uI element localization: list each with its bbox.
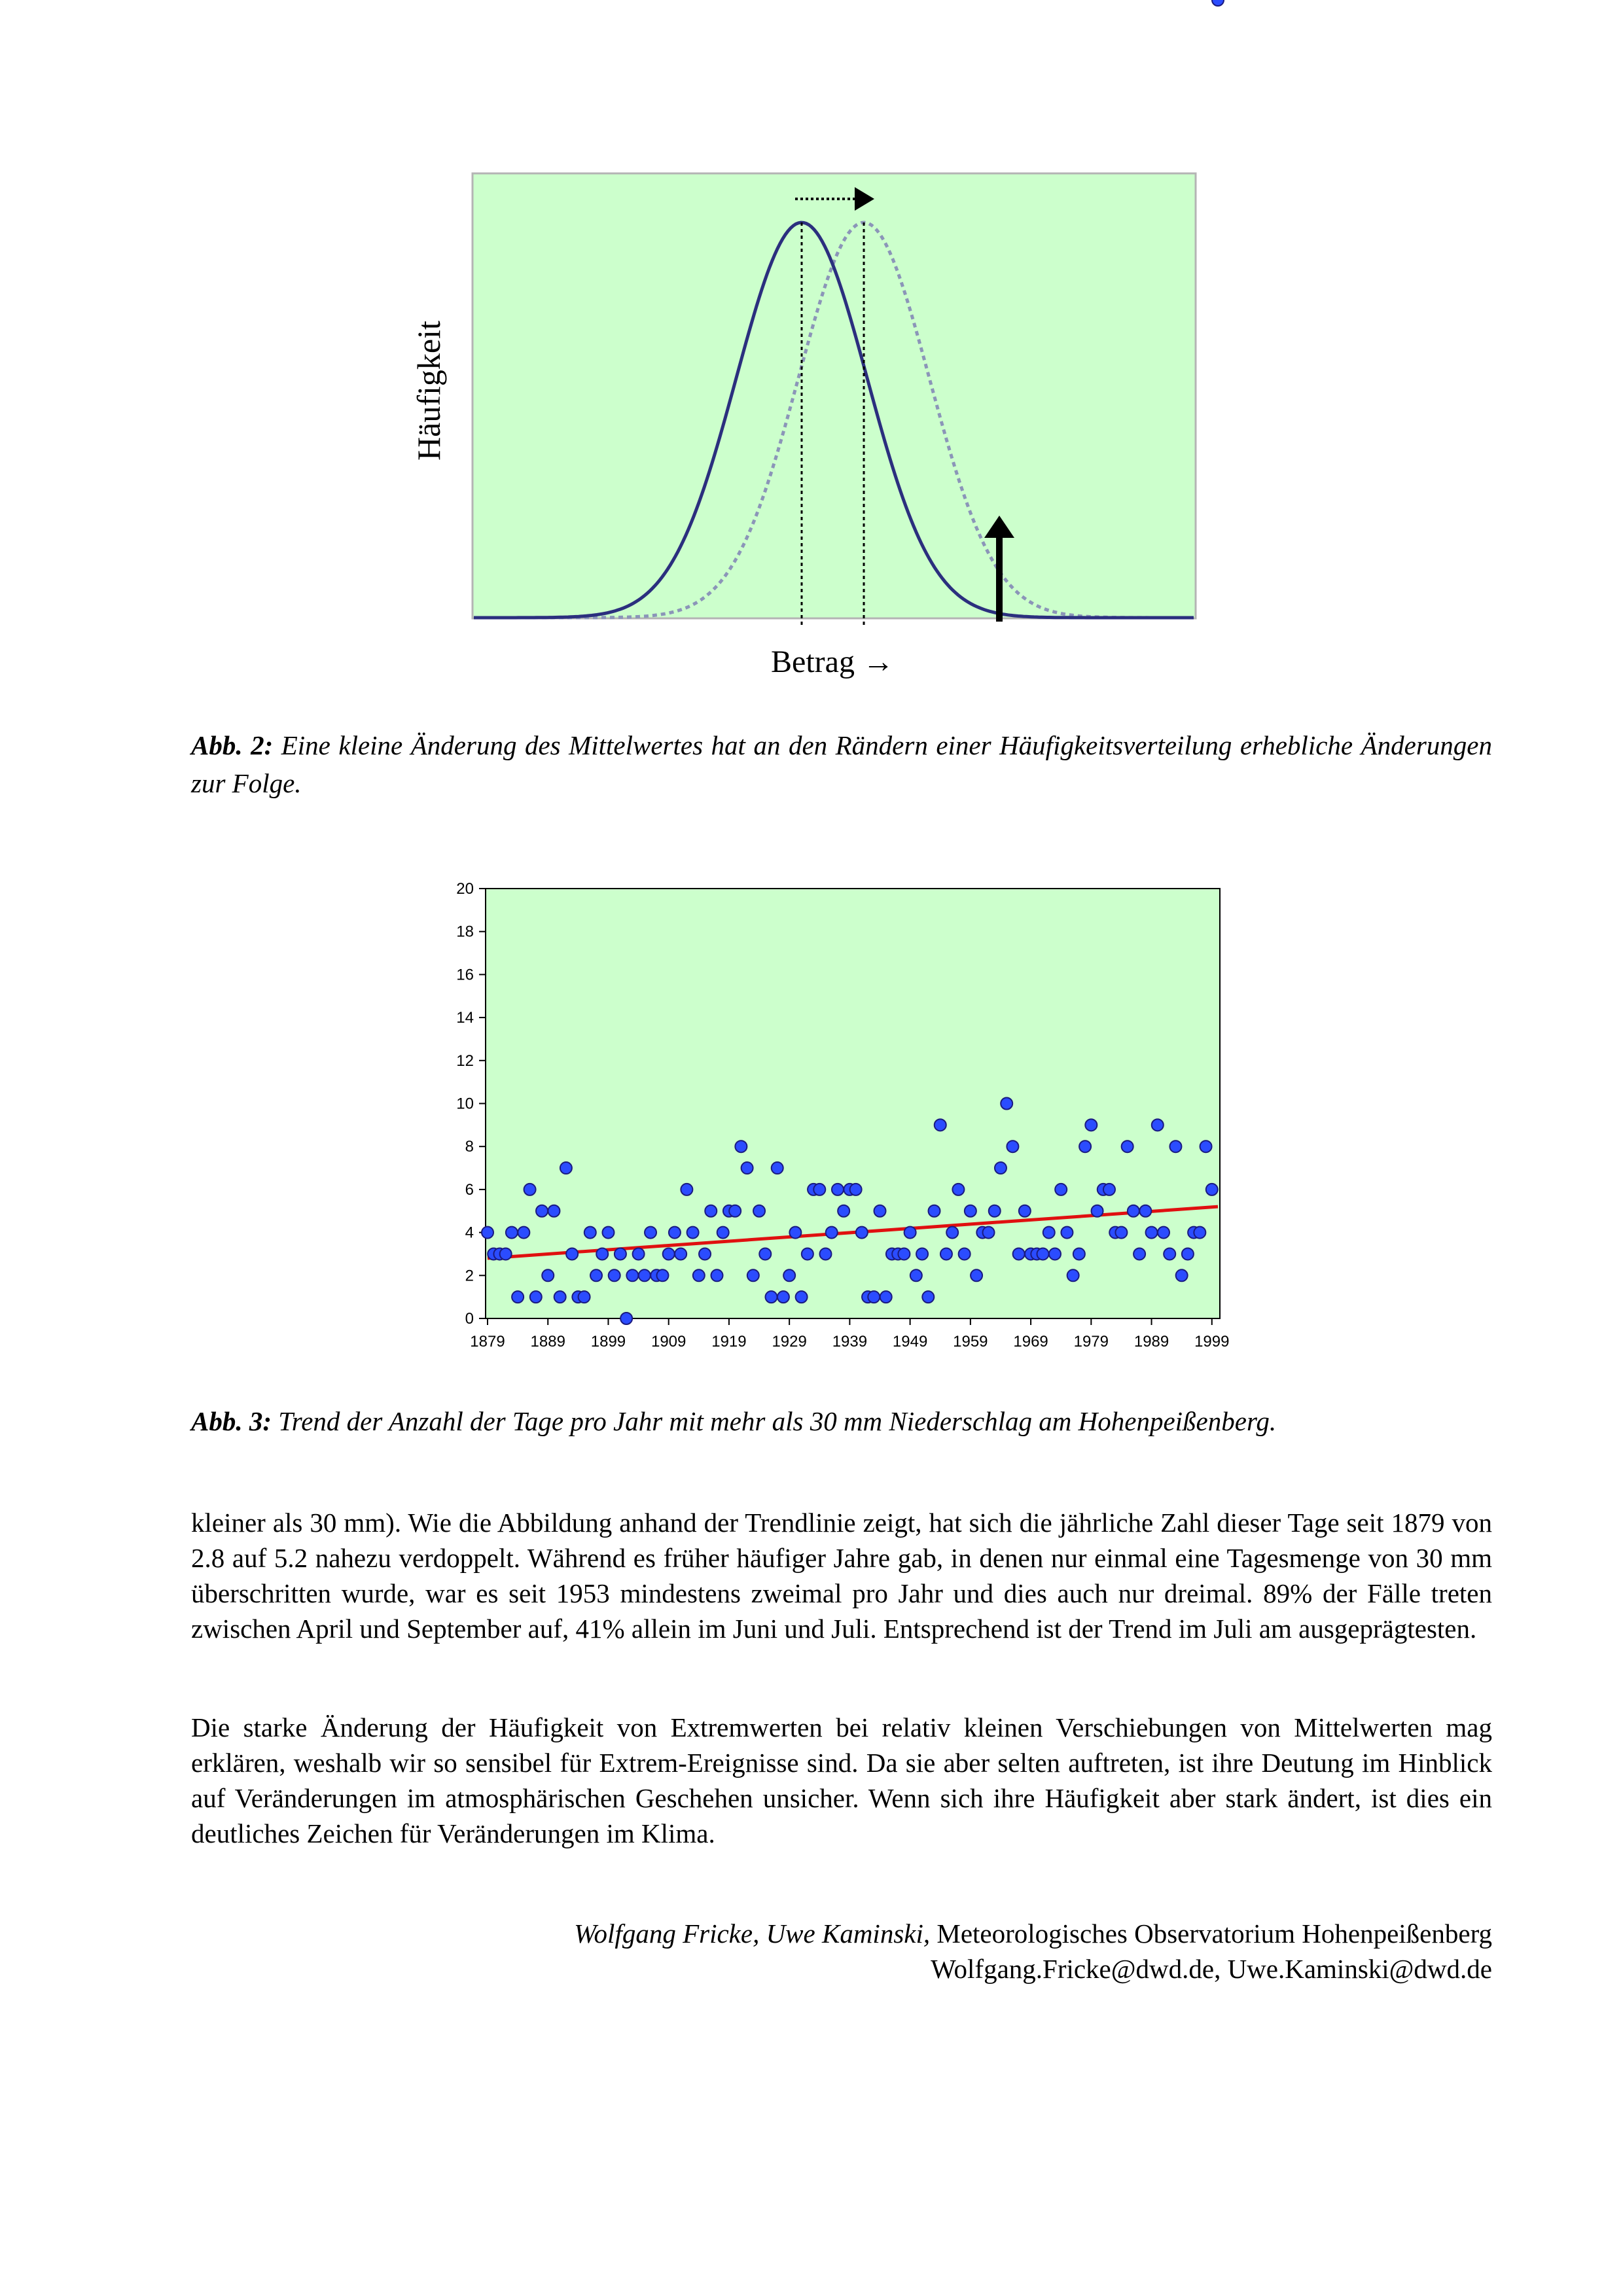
data-point: [1139, 1205, 1151, 1217]
data-point: [1200, 1140, 1212, 1152]
figure-3-y-ticks: [456, 880, 486, 1328]
data-point: [1128, 1205, 1139, 1217]
data-point: [1152, 1119, 1164, 1131]
data-point: [506, 1227, 518, 1239]
data-point: [615, 1248, 626, 1260]
data-point: [874, 1205, 886, 1217]
data-point: [1212, 0, 1224, 6]
y-tick-label: 6: [465, 1180, 474, 1199]
data-point: [1194, 1227, 1205, 1239]
data-point: [850, 1184, 862, 1195]
x-tick-label: 1919: [711, 1333, 747, 1351]
data-point: [542, 1269, 554, 1281]
data-point: [675, 1248, 687, 1260]
data-point: [826, 1227, 838, 1239]
data-point: [1049, 1248, 1061, 1260]
author-institution: Meteorologisches Observatorium Hohenpeißenberg: [936, 1918, 1492, 1949]
data-point: [741, 1162, 753, 1174]
data-point: [898, 1248, 910, 1260]
data-point: [1164, 1248, 1175, 1260]
data-point: [929, 1205, 940, 1217]
data-point: [735, 1140, 747, 1152]
data-point: [1061, 1227, 1073, 1239]
data-point: [482, 1227, 493, 1239]
data-point: [1055, 1184, 1067, 1195]
data-point: [910, 1269, 922, 1281]
y-tick-label: 0: [465, 1310, 474, 1328]
data-point: [1043, 1227, 1055, 1239]
data-point: [1182, 1248, 1194, 1260]
x-tick-label: 1889: [530, 1333, 565, 1351]
data-point: [590, 1269, 602, 1281]
data-point: [663, 1248, 675, 1260]
data-point: [813, 1184, 825, 1195]
x-tick-label: 1999: [1194, 1333, 1230, 1351]
data-point: [1085, 1119, 1097, 1131]
y-tick-label: 12: [456, 1051, 474, 1070]
data-point: [802, 1248, 813, 1260]
data-point: [1067, 1269, 1079, 1281]
data-point: [995, 1162, 1007, 1174]
data-point: [687, 1227, 699, 1239]
data-point: [783, 1269, 795, 1281]
data-point: [1103, 1184, 1115, 1195]
data-point: [856, 1227, 868, 1239]
data-point: [971, 1269, 982, 1281]
body-paragraph-1: kleiner als 30 mm). Wie die Abbildung anhand der Trendlinie zeigt, hat sich die jährliche Zahl dieser Tage seit 1879 von 2.8 auf 5.2 nahezu verdoppelt. Während es früher häufiger Jahre gab, in denen nur einmal eine Tagesmenge von 30 mm überschritten wurde, war es seit 1953 mindestens zweimal pro Jahr und dies auch nur dreimal. 89% der Fälle treten zwischen April und September auf, 41% allein im Juni und Juli. Entsprechend ist der Trend im Juli am ausgeprägtesten.: [191, 1508, 1492, 1644]
author-emails: Wolfgang.Fricke@dwd.de, Uwe.Kaminski@dwd.de: [931, 1954, 1492, 1984]
data-point: [747, 1269, 759, 1281]
data-point: [639, 1269, 651, 1281]
data-point: [620, 1313, 632, 1324]
data-point: [711, 1269, 722, 1281]
y-tick-label: 20: [456, 880, 474, 898]
x-tick-label: 1949: [892, 1333, 928, 1351]
data-point: [1206, 1184, 1218, 1195]
data-point: [548, 1205, 560, 1217]
data-point: [717, 1227, 729, 1239]
data-point: [922, 1291, 934, 1303]
x-tick-label: 1969: [1013, 1333, 1048, 1351]
data-point: [705, 1205, 717, 1217]
x-tick-label: 1989: [1133, 1333, 1169, 1351]
figure-2-caption-label: Abb. 2:: [191, 730, 274, 760]
data-point: [536, 1205, 548, 1217]
data-point: [579, 1291, 590, 1303]
data-point: [699, 1248, 711, 1260]
data-point: [1019, 1205, 1031, 1217]
data-point: [1158, 1227, 1169, 1239]
data-point: [753, 1205, 765, 1217]
data-point: [609, 1269, 620, 1281]
author-names: Wolfgang Fricke, Uwe Kaminski,: [574, 1918, 931, 1949]
data-point: [626, 1269, 638, 1281]
data-point: [596, 1248, 608, 1260]
data-point: [1079, 1140, 1091, 1152]
x-tick-label: 1979: [1073, 1333, 1109, 1351]
data-point: [602, 1227, 614, 1239]
figure-2-x-axis-label: Betrag →: [771, 645, 894, 679]
data-point: [669, 1227, 681, 1239]
data-point: [832, 1184, 844, 1195]
body-paragraph-2: Die starke Änderung der Häufigkeit von Extremwerten bei relativ kleinen Verschiebungen von Mittelwerten mag erklären, weshalb wir so sensibel für Extrem-Ereignisse sind. Da sie aber selten auftreten, ist ihre Deutung im Hinblick auf Veränderungen im atmosphärischen Geschehen unsicher. Wenn sich ihre Häufigkeit aber stark ändert, ist dies ein deutliches Zeichen für Veränderungen im Klima.: [191, 1712, 1492, 1848]
data-point: [1037, 1248, 1049, 1260]
data-point: [765, 1291, 777, 1303]
y-tick-label: 10: [456, 1095, 474, 1113]
data-point: [796, 1291, 808, 1303]
data-point: [729, 1205, 741, 1217]
data-point: [1146, 1227, 1158, 1239]
data-point: [819, 1248, 831, 1260]
y-tick-label: 8: [465, 1138, 474, 1156]
figure-2-y-axis-label: Häufigkeit: [410, 321, 447, 461]
data-point: [1092, 1205, 1103, 1217]
x-tick-label: 1959: [953, 1333, 988, 1351]
y-tick-label: 14: [456, 1009, 474, 1027]
data-point: [1073, 1248, 1085, 1260]
data-point: [645, 1227, 656, 1239]
data-point: [838, 1205, 849, 1217]
figure-3-caption-text: Trend der Anzahl der Tage pro Jahr mit mehr als 30 mm Niederschlag am Hohenpeißenberg.: [278, 1406, 1277, 1436]
data-point: [518, 1227, 529, 1239]
y-tick-label: 2: [465, 1267, 474, 1285]
data-point: [500, 1248, 512, 1260]
x-tick-label: 1929: [772, 1333, 807, 1351]
data-point: [965, 1205, 976, 1217]
x-tick-label: 1879: [470, 1333, 505, 1351]
data-point: [880, 1291, 892, 1303]
figure-3-caption: [191, 1402, 1492, 1440]
data-point: [772, 1162, 783, 1174]
data-point: [681, 1184, 692, 1195]
data-point: [554, 1291, 566, 1303]
data-point: [584, 1227, 596, 1239]
data-point: [789, 1227, 801, 1239]
data-point: [693, 1269, 705, 1281]
data-point: [959, 1248, 971, 1260]
x-tick-label: 1899: [590, 1333, 626, 1351]
figure-2-caption-text: Eine kleine Änderung des Mittelwertes hat an den Rändern einer Häufigkeitsverteilung erhebliche Änderungen zur Folge.: [191, 730, 1493, 798]
data-point: [1007, 1140, 1018, 1152]
figure-3-caption-label: Abb. 3:: [191, 1406, 272, 1436]
data-point: [759, 1248, 771, 1260]
data-point: [983, 1227, 995, 1239]
data-point: [1169, 1140, 1181, 1152]
data-point: [946, 1227, 958, 1239]
data-point: [940, 1248, 952, 1260]
data-point: [1133, 1248, 1145, 1260]
data-point: [560, 1162, 572, 1174]
data-point: [1176, 1269, 1188, 1281]
data-point: [524, 1184, 536, 1195]
data-point: [656, 1269, 668, 1281]
data-point: [1122, 1140, 1133, 1152]
data-point: [916, 1248, 928, 1260]
data-point: [777, 1291, 789, 1303]
y-tick-label: 18: [456, 923, 474, 941]
x-tick-label: 1939: [832, 1333, 868, 1351]
data-point: [989, 1205, 1001, 1217]
data-point: [566, 1248, 578, 1260]
data-point: [868, 1291, 880, 1303]
data-point: [530, 1291, 542, 1303]
y-tick-label: 16: [456, 966, 474, 984]
data-point: [952, 1184, 964, 1195]
data-point: [1013, 1248, 1025, 1260]
data-point: [1001, 1098, 1012, 1110]
data-point: [1115, 1227, 1127, 1239]
figure-3-x-ticks: [470, 1318, 1229, 1351]
data-point: [512, 1291, 524, 1303]
data-point: [633, 1248, 645, 1260]
data-point: [935, 1119, 946, 1131]
author-line: [574, 1916, 1492, 1951]
data-point: [904, 1227, 916, 1239]
x-tick-label: 1909: [651, 1333, 687, 1351]
y-tick-label: 4: [465, 1224, 474, 1242]
